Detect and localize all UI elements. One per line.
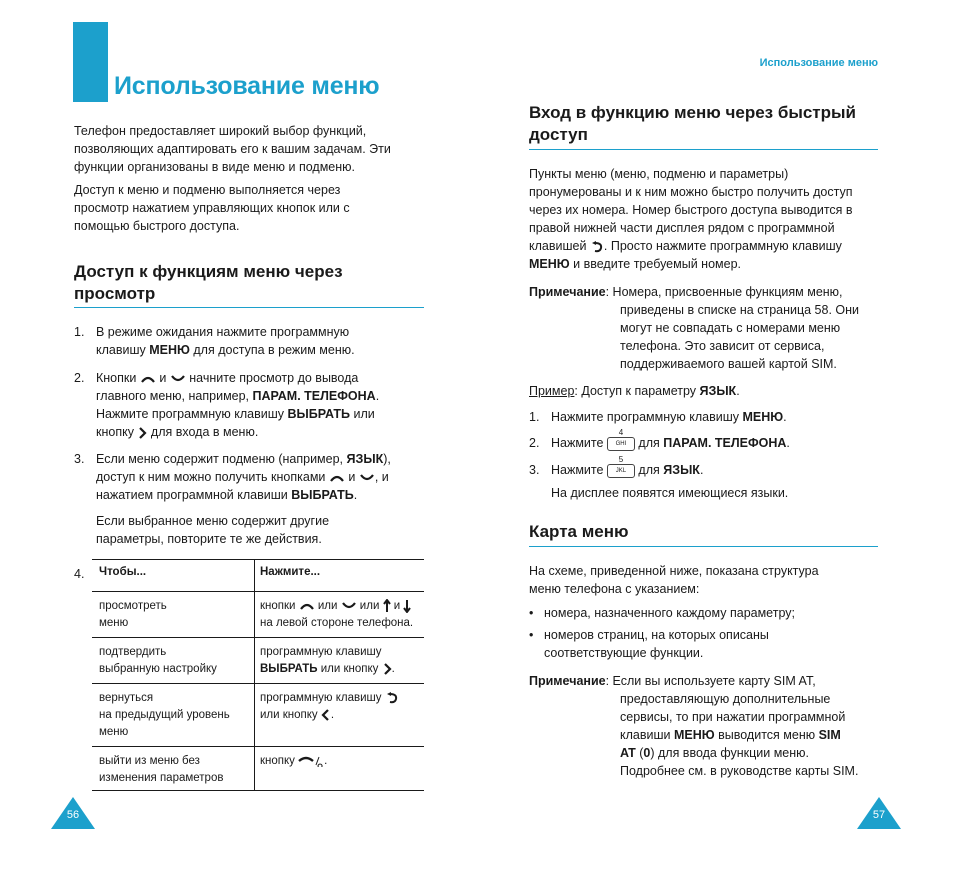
note-1: Примечание: Номера, присвоенные функциям меню, приведены в списке на страница 58. Они могут не совпадать с номерами меню телефона. Это зависит от сервиса, поддерживаемого вашей картой SIM.: [529, 285, 860, 371]
table-header-action: Чтобы...: [92, 560, 255, 591]
page-title: Использование меню: [114, 72, 380, 100]
section-title-quick-access: Вход в функцию меню через быстрый доступ: [529, 103, 856, 144]
bullet-list: [529, 604, 879, 662]
page-number-marker-right: [857, 797, 901, 829]
note-2: Примечание: Если вы используете карту SIM AT, предоставляющую дополнительные сервисы, то при нажатии программной клавиши МЕНЮ выводится меню SIM AT (0) для ввода функции меню. Подробнее см. в руководстве карты SIM.: [529, 674, 859, 778]
steps-result: На дисплее появятся имеющиеся языки.: [551, 486, 789, 500]
intro-paragraph-2: Доступ к меню и подменю выполняется через просмотр нажатием управляющих кнопок или с помощью быстрого доступа.: [74, 183, 350, 233]
table-header-press: Нажмите...: [260, 566, 321, 578]
back-arrow-icon: [385, 692, 399, 704]
end-call-icon: [298, 755, 324, 767]
step-4-number: 4.: [74, 567, 85, 581]
list-item: • номера, назначенного каждому параметру;: [529, 606, 795, 620]
right-arrow-icon: [382, 663, 392, 675]
down-arrow-icon: [341, 601, 357, 611]
table-row: выйти из меню без изменения параметров кнопку .: [92, 747, 424, 790]
quick-access-paragraph: Пункты меню (меню, подменю и параметры) пронумерованы и к ним можно быстро получить доступ через их номера. Номер быстрого доступа выводится в правой нижней части дисплея рядом с программной клавишей . Просто нажмите программную клавишу МЕНЮ и введите требуемый номер.: [529, 167, 853, 271]
running-head: Использование меню: [759, 57, 878, 69]
key-4-icon: 4 GHI: [607, 437, 635, 451]
quick-step-3: 3. Нажмите 5 JKL для ЯЗЫК.: [529, 454, 704, 477]
section-rule: [529, 149, 878, 150]
left-arrow-icon: [321, 709, 331, 721]
down-arrow-icon: [359, 473, 375, 483]
up-arrow-icon: [329, 473, 345, 483]
table-row: просмотреть меню кнопки или или и на левой стороне телефона.: [92, 592, 424, 638]
right-arrow-icon: [137, 427, 147, 439]
page-number: 56: [66, 809, 80, 821]
table-row: вернуться на предыдущий уровень меню программную клавишу или кнопку .: [92, 684, 424, 747]
section-rule: [529, 546, 878, 547]
intro-paragraph-1: Телефон предоставляет широкий выбор функций, позволяющих адаптировать его к вашим задачам. Эти функции организованы в виде меню и подменю.: [74, 124, 391, 174]
page-number: 57: [872, 809, 886, 821]
volume-down-icon: [403, 599, 411, 613]
navigation-table: [92, 559, 424, 791]
quick-step-2: 2. Нажмите 4 GHI для ПАРАМ. ТЕЛЕФОНА.: [529, 427, 790, 450]
section-title-browse: Доступ к функциям меню через просмотр: [74, 262, 343, 303]
section-rule: [74, 307, 424, 308]
step-1: 1. В режиме ожидания нажмите программную клавишу МЕНЮ для доступа в режим меню.: [74, 325, 355, 357]
table-row: подтвердить выбранную настройку программную клавишу ВЫБРАТЬ или кнопку .: [92, 638, 424, 684]
step-3: 3. Если меню содержит подменю (например, ЯЗЫК), доступ к ним можно получить кнопками и , и нажатием программной клавиши ВЫБРАТЬ. Если выбранное меню содержит другие параметры, повторите те же действия.: [74, 452, 391, 546]
key-5-icon: 5 JKL: [607, 464, 635, 478]
up-arrow-icon: [299, 601, 315, 611]
page-number-marker-left: [51, 797, 95, 829]
step-2: 2. Кнопки и начните просмотр до вывода главного меню, например, ПАРАМ. ТЕЛЕФОНА. Нажмите программную клавишу ВЫБРАТЬ или кнопку для входа в меню.: [74, 371, 380, 439]
menu-map-paragraph: На схеме, приведенной ниже, показана структура меню телефона с указанием:: [529, 564, 819, 596]
example-line: Пример: Доступ к параметру ЯЗЫК.: [529, 384, 740, 398]
title-accent-bar: [73, 22, 108, 102]
up-arrow-icon: [140, 374, 156, 384]
list-item: • номеров страниц, на которых описаны соответствующие функции.: [529, 628, 769, 660]
quick-step-1: 1. Нажмите программную клавишу МЕНЮ.: [529, 410, 787, 424]
volume-up-icon: [383, 599, 391, 613]
back-arrow-icon: [590, 241, 604, 253]
section-title-menu-map: Карта меню: [529, 522, 629, 541]
down-arrow-icon: [170, 374, 186, 384]
